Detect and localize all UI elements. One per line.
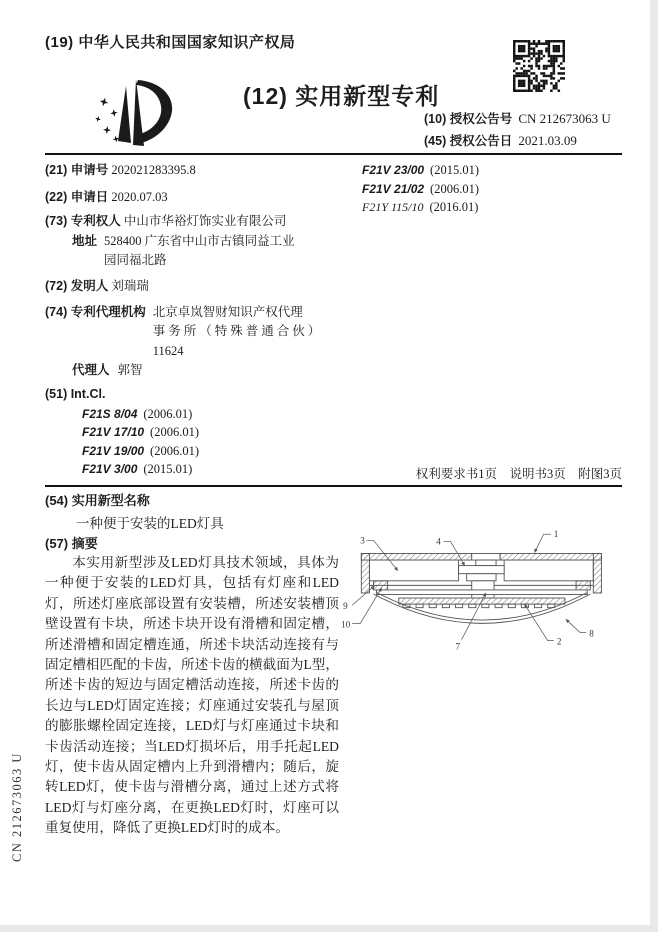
inventor-label: (72) 发明人 xyxy=(45,278,109,293)
patentee-field xyxy=(45,212,350,271)
classification-item xyxy=(82,460,350,479)
classification-year: (2016.01) xyxy=(429,200,479,214)
publication-number-value: CN 212673063 U xyxy=(518,111,611,126)
figure-container xyxy=(336,518,648,672)
patentee-line xyxy=(45,212,350,232)
application-number-field xyxy=(45,160,350,181)
publication-info xyxy=(424,108,611,152)
classification-item xyxy=(362,161,622,180)
address-value-line1: 528400 广东省中山市古镇同益工业 xyxy=(104,233,295,248)
patentee-label: (73) 专利权人 xyxy=(45,214,121,228)
cnipa-logo-icon xyxy=(86,74,186,159)
agent-line xyxy=(45,361,350,381)
application-number-value: 202021283395.8 xyxy=(111,163,196,177)
application-date-label: (22) 申请日 xyxy=(45,190,109,204)
publication-date-label: (45) 授权公告日 xyxy=(424,134,513,148)
inventor-field xyxy=(45,276,350,297)
bibliographic-right-column xyxy=(362,161,622,217)
publication-date-line xyxy=(424,130,611,152)
callout-7: 7 xyxy=(455,641,461,652)
callout-4: 4 xyxy=(436,536,441,547)
classification-year: (2006.01) xyxy=(430,181,479,196)
classification-item xyxy=(82,442,350,461)
classification-year: (2006.01) xyxy=(150,443,199,458)
document-type-title: (12) 实用新型专利 xyxy=(243,83,440,109)
agency-value-line1: 北京卓岚智财知识产权代理 xyxy=(152,304,303,319)
qr-code-icon xyxy=(513,40,565,92)
callout-8: 8 xyxy=(589,628,594,639)
classification-code: F21V 3/00 xyxy=(82,462,138,476)
application-date-field xyxy=(45,187,350,208)
inventor-value: 刘瑞瑞 xyxy=(111,278,149,293)
classification-item xyxy=(362,180,622,199)
intcl-section xyxy=(45,384,350,405)
classification-item xyxy=(82,423,350,442)
classification-item xyxy=(82,405,350,424)
agency-value xyxy=(153,303,323,362)
sidebar-document-id: CN 212673063 U xyxy=(10,752,24,862)
patent-figure xyxy=(336,518,648,672)
classification-code: F21V 19/00 xyxy=(82,443,145,458)
agency-value-line2: 事务所（特殊普通合伙） xyxy=(152,324,324,338)
intcl-label: (51) Int.Cl. xyxy=(45,386,106,401)
classification-item xyxy=(362,198,622,217)
classification-code: F21S 8/04 xyxy=(82,406,138,421)
lamp-cross-section xyxy=(361,553,601,623)
callout-2: 2 xyxy=(556,636,562,647)
callout-10: 10 xyxy=(341,619,351,630)
agency-line xyxy=(45,303,350,362)
address-line xyxy=(45,232,350,271)
publication-number-line xyxy=(424,108,611,130)
application-date-value: 2020.07.03 xyxy=(111,190,168,204)
invention-title: 一种便于安装的LED灯具 xyxy=(76,516,224,531)
address-value-line2: 园同福北路 xyxy=(104,253,167,267)
classification-year: (2006.01) xyxy=(150,425,199,439)
publication-number-label: (10) 授权公告号 xyxy=(424,112,513,126)
agent-value: 郭智 xyxy=(117,363,143,377)
abstract-section-label: (57) 摘要 xyxy=(45,536,98,551)
address-label: 地址 xyxy=(72,233,98,248)
classification-year: (2006.01) xyxy=(143,406,193,421)
address-value xyxy=(104,232,295,271)
agency-value-line3: 11624 xyxy=(152,343,184,358)
classification-year: (2015.01) xyxy=(143,462,193,476)
bibliographic-left-column xyxy=(45,160,350,479)
callout-3: 3 xyxy=(360,535,365,546)
classification-code: F21Y 115/10 xyxy=(362,200,424,214)
patentee-value: 中山市华裕灯饰实业有限公司 xyxy=(123,214,287,228)
classification-code: F21V 23/00 xyxy=(362,163,425,177)
classification-code: F21V 21/02 xyxy=(362,181,425,196)
agent-label: 代理人 xyxy=(72,363,110,377)
publication-date-value: 2021.03.09 xyxy=(518,133,577,148)
header-divider xyxy=(45,153,622,155)
callout-1: 1 xyxy=(553,529,559,540)
pages-summary: 权利要求书1页 说明书3页 附图3页 xyxy=(415,467,622,481)
abstract-text: 本实用新型涉及LED灯具技术领域，具体为一种便于安装的LED灯具，包括有灯座和LED灯，所述灯座底部设置有安装槽，所述安装槽顶壁设置有卡块，所述卡块开设有滑槽和固定槽，所述滑槽和固定槽连通，所述卡块活动连接有与固定槽相匹配的卡齿，所述卡齿的横截面为L型，所述卡齿的短边与固定槽活动连接，所述卡齿的长边与LED灯固定连接；灯座通过安装孔与屋顶的膨胀螺栓固定连接，LED灯与灯座通过卡块和卡齿活动连接；当LED灯损坏后，用手托起LED灯，使卡齿从固定槽内上升到滑槽内；随后，旋转LED灯，使卡齿与滑槽分离，通过上述方式将LED灯与灯座分离，在更换LED灯时，灯座可以重复使用，降低了更换LED灯时的成本。 xyxy=(45,555,339,836)
classification-year: (2015.01) xyxy=(430,163,479,177)
agency-field xyxy=(45,303,350,381)
classification-code: F21V 17/10 xyxy=(82,425,145,439)
issuing-office: (19) 中华人民共和国国家知识产权局 xyxy=(45,34,296,51)
title-section-label: (54) 实用新型名称 xyxy=(45,493,150,508)
section-divider xyxy=(45,485,622,487)
intcl-left-list xyxy=(82,405,350,479)
callout-9: 9 xyxy=(343,601,348,612)
agency-label: (74) 专利代理机构 xyxy=(45,304,146,319)
application-number-label: (21) 申请号 xyxy=(45,163,109,177)
